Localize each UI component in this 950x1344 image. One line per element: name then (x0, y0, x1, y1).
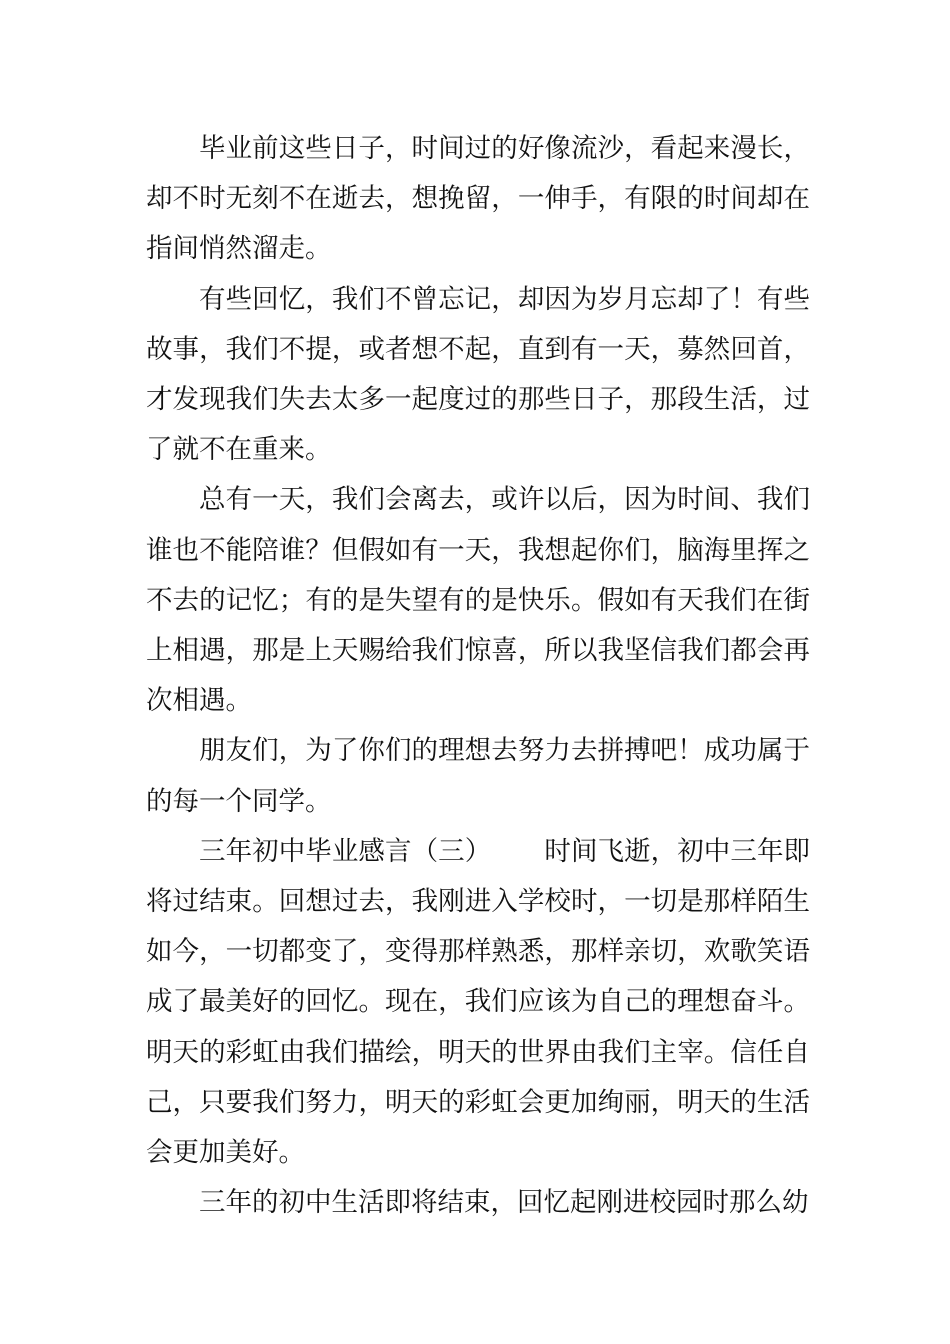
section-body: 时间飞逝，初中三年即将过结束。回想过去，我刚进入学校时，一切是那样陌生如今，一切都变了，变得那样熟悉，那样亲切，欢歌笑语成了最美好的回忆。现在，我们应该为自己的理想奋斗。明天的彩虹由我们描绘，明天的世界由我们主宰。信任自己，只要我们努力，明天的彩虹会更加绚丽，明天的生活会更加美好。 (146, 835, 811, 1169)
paragraph: 总有一天，我们会离去，或许以后，因为时间、我们谁也不能陪谁？但假如有一天，我想起你们，脑海里挥之不去的记忆；有的是失望有的是快乐。假如有天我们在街上相遇，那是上天赐给我们惊喜，所以我坚信我们都会再次相遇。 (146, 484, 810, 717)
paragraph: 有些回忆，我们不曾忘记，却因为岁月忘却了！有些故事，我们不提，或者想不起，直到有一天，募然回首，才发现我们失去太多一起度过的那些日子，那段生活，过了就不在重来。 (146, 283, 810, 466)
section-heading: 三年初中毕业感言（三） (199, 835, 492, 867)
paragraph: 毕业前这些日子，时间过的好像流沙，看起来漫长，却不时无刻不在逝去，想挽留，一伸手，有限的时间却在指间悄然溜走。 (146, 133, 810, 265)
document-body (146, 124, 810, 1228)
section-paragraph (146, 827, 810, 1178)
paragraph-truncated: 三年的初中生活即将结束，回忆起刚进校园时那么幼 (199, 1187, 809, 1219)
paragraph: 朋友们，为了你们的理想去努力去拼搏吧！成功属于的每一个同学。 (146, 735, 810, 817)
